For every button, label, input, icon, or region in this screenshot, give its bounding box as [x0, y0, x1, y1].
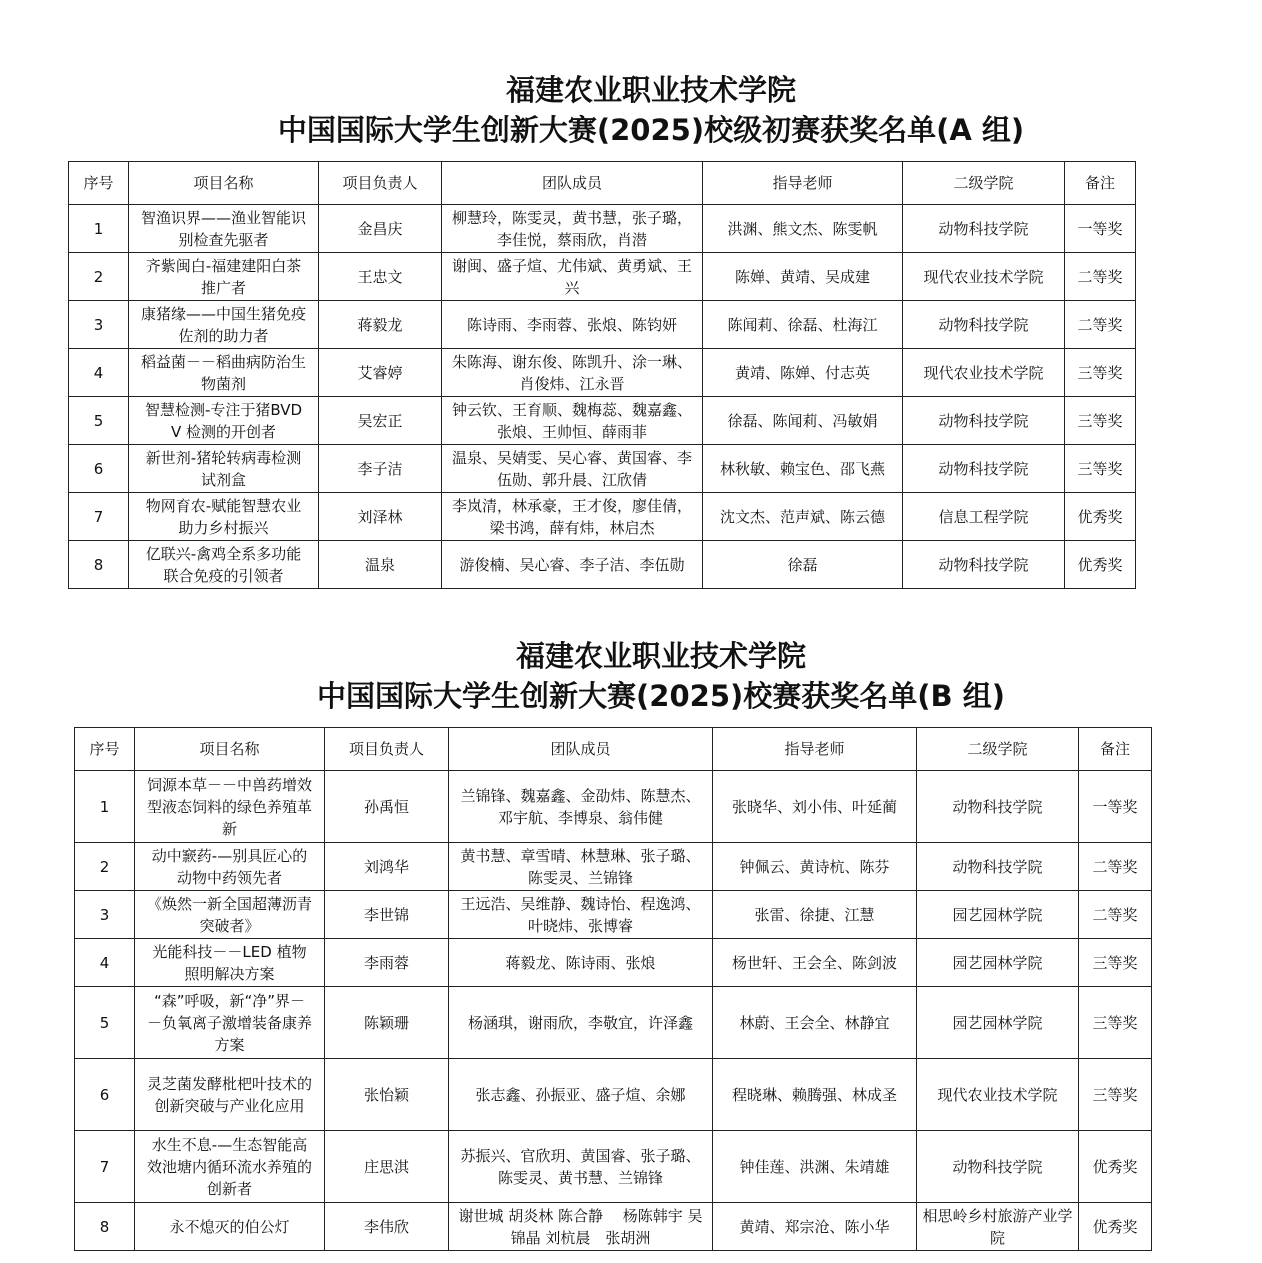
index-cell: 8 [69, 541, 129, 589]
group-b-title-line2: 中国国际大学生创新大赛(2025)校赛获奖名单(B 组) [317, 679, 1005, 713]
award-cell: 一等奖 [1065, 205, 1136, 253]
table-row [75, 1203, 1152, 1251]
leader-cell: 金昌庆 [319, 205, 442, 253]
table-row [69, 349, 1136, 397]
header-college: 二级学院 [903, 162, 1065, 205]
advisors-cell: 洪渊、熊文杰、陈雯帆 [703, 205, 903, 253]
leader-cell: 吴宏正 [319, 397, 442, 445]
team-members-cell: 温泉、吴婧雯、吴心睿、黄国睿、李伍勋、郭升晨、江欣倩 [442, 445, 703, 493]
advisors-cell: 张晓华、刘小伟、叶延蔺 [713, 771, 917, 843]
header-team-members: 团队成员 [442, 162, 703, 205]
table-row [75, 1131, 1152, 1203]
index-cell: 6 [69, 445, 129, 493]
header-award: 备注 [1065, 162, 1136, 205]
team-members-cell: 钟云钦、王育顺、魏梅蕊、魏嘉鑫、张烺、王帅恒、薛雨菲 [442, 397, 703, 445]
leader-cell: 陈颖珊 [325, 987, 449, 1059]
leader-cell: 刘泽林 [319, 493, 442, 541]
college-cell: 园艺园林学院 [917, 939, 1079, 987]
team-members-cell: 苏振兴、官欣玥、黄国睿、张子璐、陈雯灵、黄书慧、兰锦锋 [449, 1131, 713, 1203]
advisors-cell: 林蔚、王会全、林静宜 [713, 987, 917, 1059]
table-row [69, 397, 1136, 445]
index-cell: 6 [75, 1059, 135, 1131]
college-cell: 动物科技学院 [917, 843, 1079, 891]
leader-cell: 蒋毅龙 [319, 301, 442, 349]
table-row [75, 891, 1152, 939]
advisors-cell: 林秋敏、赖宝色、邵飞燕 [703, 445, 903, 493]
project-name-cell: 亿联兴-禽鸡全系多功能联合免疫的引领者 [129, 541, 319, 589]
leader-cell: 王忠文 [319, 253, 442, 301]
advisors-cell: 钟佳莲、洪渊、朱靖雄 [713, 1131, 917, 1203]
project-name-cell: 永不熄灭的伯公灯 [135, 1203, 325, 1251]
project-name-cell: 齐紫闽白-福建建阳白茶推广者 [129, 253, 319, 301]
award-cell: 三等奖 [1079, 987, 1152, 1059]
award-cell: 三等奖 [1065, 397, 1136, 445]
award-cell: 三等奖 [1065, 445, 1136, 493]
table-row [69, 493, 1136, 541]
project-name-cell: 新世剂-猪轮转病毒检测试剂盒 [129, 445, 319, 493]
project-name-cell: 《焕然一新全国超薄沥青突破者》 [135, 891, 325, 939]
index-cell: 5 [75, 987, 135, 1059]
group-a-title-line1: 福建农业职业技术学院 [505, 73, 796, 107]
advisors-cell: 黄靖、郑宗沧、陈小华 [713, 1203, 917, 1251]
header-index: 序号 [75, 728, 135, 771]
team-members-cell: 柳慧玲，陈雯灵，黄书慧，张子璐，李佳悦，蔡雨欣，肖潜 [442, 205, 703, 253]
award-cell: 二等奖 [1079, 891, 1152, 939]
group-a-title-line2: 中国国际大学生创新大赛(2025)校级初赛获奖名单(A 组) [277, 113, 1025, 147]
team-members-cell: 陈诗雨、李雨蓉、张烺、陈钧妍 [442, 301, 703, 349]
leader-cell: 温泉 [319, 541, 442, 589]
project-name-cell: “森”呼吸，新“净”界－－负氧离子激增装备康养方案 [135, 987, 325, 1059]
college-cell: 动物科技学院 [903, 397, 1065, 445]
college-cell: 动物科技学院 [903, 301, 1065, 349]
header-college: 二级学院 [917, 728, 1079, 771]
index-cell: 4 [75, 939, 135, 987]
project-name-cell: 灵芝菌发酵枇杷叶技术的创新突破与产业化应用 [135, 1059, 325, 1131]
college-cell: 动物科技学院 [917, 1131, 1079, 1203]
index-cell: 2 [75, 843, 135, 891]
header-leader: 项目负责人 [325, 728, 449, 771]
project-name-cell: 水生不息-—生态智能高效池塘内循环流水养殖的创新者 [135, 1131, 325, 1203]
index-cell: 1 [69, 205, 129, 253]
award-cell: 优秀奖 [1065, 541, 1136, 589]
index-cell: 7 [75, 1131, 135, 1203]
table-row [69, 301, 1136, 349]
header-project-name: 项目名称 [129, 162, 319, 205]
project-name-cell: 智慧检测-专注于猪BVDV 检测的开创者 [129, 397, 319, 445]
leader-cell: 李世锦 [325, 891, 449, 939]
advisors-cell: 程晓琳、赖腾强、林成圣 [713, 1059, 917, 1131]
header-index: 序号 [69, 162, 129, 205]
college-cell: 园艺园林学院 [917, 891, 1079, 939]
college-cell: 相思岭乡村旅游产业学院 [917, 1203, 1079, 1251]
table-row [75, 1059, 1152, 1131]
project-name-cell: 光能科技－－LED 植物照明解决方案 [135, 939, 325, 987]
group-a-header-row [69, 162, 1136, 205]
advisors-cell: 黄靖、陈婵、付志英 [703, 349, 903, 397]
project-name-cell: 稻益菌－－稻曲病防治生物菌剂 [129, 349, 319, 397]
index-cell: 2 [69, 253, 129, 301]
college-cell: 动物科技学院 [903, 541, 1065, 589]
team-members-cell: 李岚清，林承豪，王才俊，廖佳倩，梁书鸿，薛有炜，林启杰 [442, 493, 703, 541]
advisors-cell: 徐磊 [703, 541, 903, 589]
header-award: 备注 [1079, 728, 1152, 771]
team-members-cell: 游俊楠、吴心睿、李子洁、李伍勋 [442, 541, 703, 589]
award-cell: 二等奖 [1079, 843, 1152, 891]
leader-cell: 张怡颖 [325, 1059, 449, 1131]
team-members-cell: 朱陈海、谢东俊、陈凯升、涂一琳、肖俊炜、江永晋 [442, 349, 703, 397]
leader-cell: 李雨蓉 [325, 939, 449, 987]
leader-cell: 庄思淇 [325, 1131, 449, 1203]
project-name-cell: 动中窾药-—别具匠心的动物中药领先者 [135, 843, 325, 891]
award-cell: 二等奖 [1065, 301, 1136, 349]
college-cell: 动物科技学院 [917, 771, 1079, 843]
leader-cell: 刘鸿华 [325, 843, 449, 891]
team-members-cell: 谢闽、盛子煊、尤伟斌、黄勇斌、王兴 [442, 253, 703, 301]
header-advisors: 指导老师 [703, 162, 903, 205]
index-cell: 3 [75, 891, 135, 939]
header-leader: 项目负责人 [319, 162, 442, 205]
leader-cell: 李子洁 [319, 445, 442, 493]
group-b-header-row [75, 728, 1152, 771]
index-cell: 8 [75, 1203, 135, 1251]
index-cell: 1 [75, 771, 135, 843]
college-cell: 现代农业技术学院 [903, 253, 1065, 301]
advisors-cell: 陈婵、黄靖、吴成建 [703, 253, 903, 301]
award-cell: 三等奖 [1065, 349, 1136, 397]
college-cell: 动物科技学院 [903, 445, 1065, 493]
team-members-cell: 黄书慧、章雪晴、林慧琳、张子璐、陈雯灵、兰锦锋 [449, 843, 713, 891]
leader-cell: 李伟欣 [325, 1203, 449, 1251]
project-name-cell: 康猪缘——中国生猪免疫佐剂的助力者 [129, 301, 319, 349]
team-members-cell: 兰锦锋、魏嘉鑫、金劭炜、陈慧杰、邓宇航、李博泉、翁伟健 [449, 771, 713, 843]
group-a-table [68, 161, 1136, 589]
table-row [75, 843, 1152, 891]
award-cell: 一等奖 [1079, 771, 1152, 843]
project-name-cell: 饲源本草－－中兽药增效型液态饲料的绿色养殖革新 [135, 771, 325, 843]
college-cell: 信息工程学院 [903, 493, 1065, 541]
group-b-table [74, 727, 1152, 1251]
table-row [69, 445, 1136, 493]
table-row [75, 987, 1152, 1059]
college-cell: 现代农业技术学院 [917, 1059, 1079, 1131]
team-members-cell: 蒋毅龙、陈诗雨、张烺 [449, 939, 713, 987]
table-row [75, 771, 1152, 843]
group-a-body [69, 205, 1136, 589]
index-cell: 5 [69, 397, 129, 445]
index-cell: 4 [69, 349, 129, 397]
project-name-cell: 智渔识界——渔业智能识别检查先驱者 [129, 205, 319, 253]
advisors-cell: 徐磊、陈闻莉、冯敏娟 [703, 397, 903, 445]
index-cell: 7 [69, 493, 129, 541]
table-row [69, 253, 1136, 301]
table-row [69, 541, 1136, 589]
award-cell: 优秀奖 [1065, 493, 1136, 541]
advisors-cell: 钟佩云、黄诗杭、陈芬 [713, 843, 917, 891]
award-cell: 三等奖 [1079, 1059, 1152, 1131]
team-members-cell: 王远浩、吴维静、魏诗怡、程逸鸿、叶晓炜、张博睿 [449, 891, 713, 939]
leader-cell: 孙禹恒 [325, 771, 449, 843]
advisors-cell: 张雷、徐捷、江慧 [713, 891, 917, 939]
college-cell: 动物科技学院 [903, 205, 1065, 253]
college-cell: 现代农业技术学院 [903, 349, 1065, 397]
team-members-cell: 张志鑫、孙振亚、盛子煊、余娜 [449, 1059, 713, 1131]
award-cell: 三等奖 [1079, 939, 1152, 987]
table-row [75, 939, 1152, 987]
team-members-cell: 谢世城 胡炎林 陈合静 杨陈韩宇 吴锦晶 刘杭晨 张胡洲 [449, 1203, 713, 1251]
award-cell: 二等奖 [1065, 253, 1136, 301]
leader-cell: 艾睿婷 [319, 349, 442, 397]
header-project-name: 项目名称 [135, 728, 325, 771]
team-members-cell: 杨涵琪，谢雨欣，李敬宜，许泽鑫 [449, 987, 713, 1059]
group-a-section [0, 70, 1262, 150]
group-b-title-line1: 福建农业职业技术学院 [515, 639, 806, 673]
project-name-cell: 物网育农-赋能智慧农业助力乡村振兴 [129, 493, 319, 541]
college-cell: 园艺园林学院 [917, 987, 1079, 1059]
header-team-members: 团队成员 [449, 728, 713, 771]
index-cell: 3 [69, 301, 129, 349]
advisors-cell: 陈闻莉、徐磊、杜海江 [703, 301, 903, 349]
advisors-cell: 杨世轩、王会全、陈剑波 [713, 939, 917, 987]
table-row [69, 205, 1136, 253]
award-cell: 优秀奖 [1079, 1131, 1152, 1203]
award-cell: 优秀奖 [1079, 1203, 1152, 1251]
group-b-body [75, 771, 1152, 1251]
advisors-cell: 沈文杰、范声斌、陈云德 [703, 493, 903, 541]
header-advisors: 指导老师 [713, 728, 917, 771]
group-b-section [0, 636, 1262, 716]
